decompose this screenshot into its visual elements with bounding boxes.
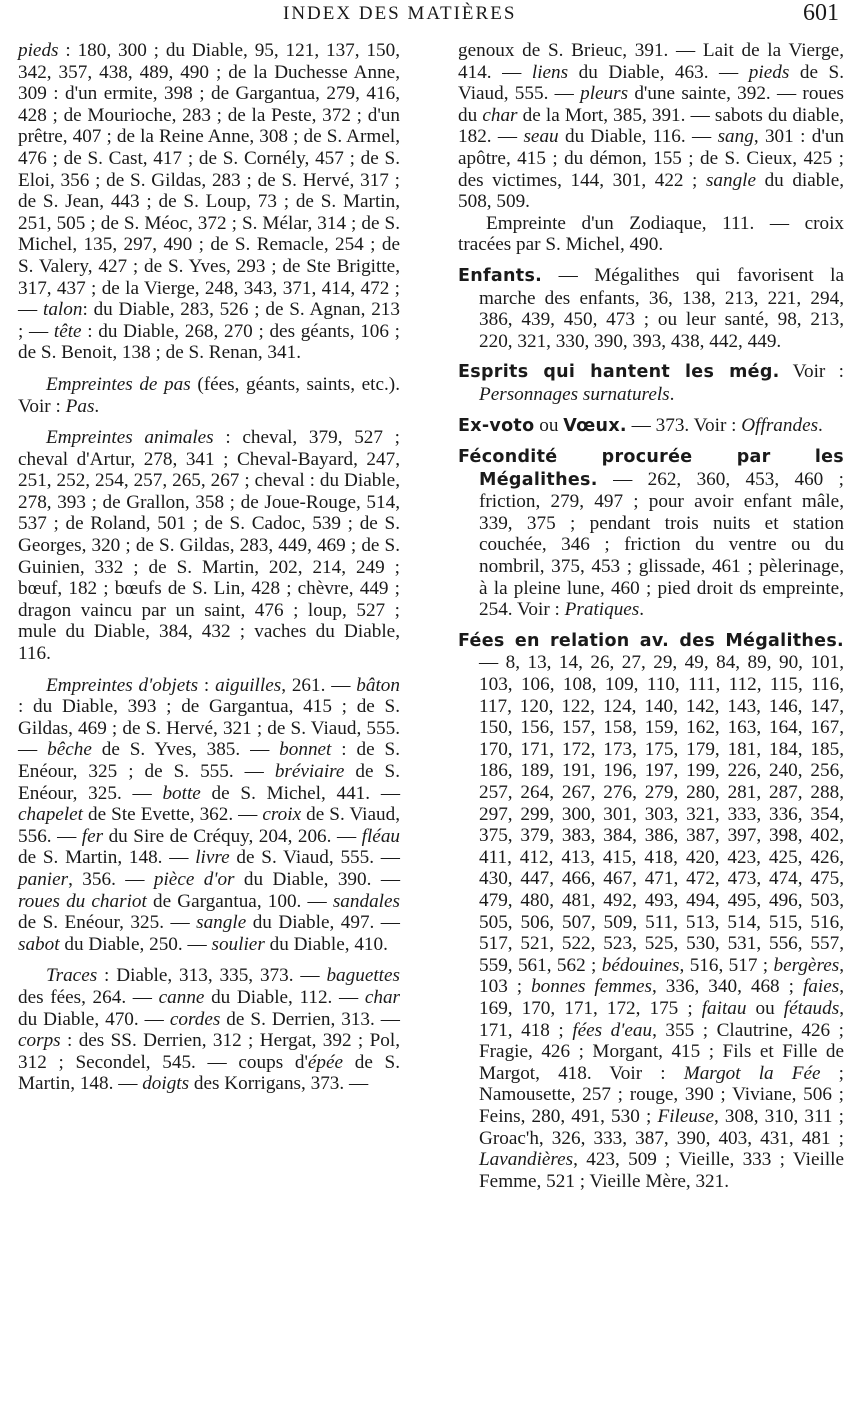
term-heading: Traces [46,965,98,987]
entry-empreintes-animales [18,427,400,665]
entry-text: du Diable, 410. [264,933,388,955]
entry-text: : 180, 300 ; du Diable, 95, 121, 137, 150, 342, 357, 438, 489, 490 ; de la Duchesse Anne, 309 : d'un ermite, 398 ; de Gargantua, 279, 416, 428 ; de Mourioche, 283 ; de la Peste, 372 ; d'un prêtre, 407 ; de la Reine Anne, 308 ; de S. Armel, 476 ; de S. Cast, 417 ; de S. Cornély, 457 ; de S. Eloi, 356 ; de S. Gildas, 283 ; de S. Hervé, 317 ; de S. Jean, 443 ; de S. Loup, 73 ; de S. Martin, 251, 505 ; de S. Méoc, 372 ; S. Mélar, 314 ; de S. Michel, 135, 297, 490 ; de S. Remacle, 254 ; de S. Valery, 427 ; de S. Yves, 293 ; de Ste Brigitte, 317, 437 ; de la Vierge, 248, 343, 371, 414, 472 ; — [18,40,400,321]
entry-text: de S. Michel, 441. — [200,782,401,804]
entry-text: : du Diable, 393 ; de Gargantua, 415 ; de S. Gildas, 469 ; de S. Hervé, 321 ; de S. Viaud, 555. — [18,696,400,761]
entry-text: . [639,599,645,621]
term: Fileuse [657,1105,714,1127]
entry-text: , 301 : d'un apôtre, 415 ; du démon, 155 ; de S. Cieux, 425 ; des victimes, 144, 301, 422 ; [458,126,845,191]
term-talon: talon [42,299,83,321]
term-pieds: pieds [18,40,59,61]
page-header [0,0,849,30]
entry-text: , 516, 517 ; [679,954,774,976]
entry-text: de S. Viaud, 555. — [229,847,400,869]
term: bédouines [601,954,680,976]
term: bonnes femmes [531,976,652,998]
entry-text: du diable, 508, 509. [458,169,845,213]
entry-text: de S. Yves, 385. — [91,739,280,761]
term: sangle [196,912,247,934]
entry-heading: Ex-voto [458,415,535,436]
term: bréviaire [274,761,345,782]
entry-fees [458,630,844,1192]
term: baguettes [326,965,400,987]
cross-reference: Personnages surnaturels [479,383,670,405]
term: botte [162,782,201,804]
term: croix [262,804,302,826]
left-column [18,40,400,1095]
entry-text: : Diable, 313, 335, 373. — [97,965,327,987]
entry-text: du Diable, 497. — [246,912,400,934]
entry-heading: Enfants. [458,265,543,286]
term: sandales [332,890,400,912]
term: épée [307,1051,344,1073]
entry-text: genoux de S. Brieuc, 391. — Lait de la Vierge, 414. — [458,40,844,83]
entry-text: Voir : [779,361,844,383]
entry-text: , 169, 170, 171, 172, 175 ; [479,976,844,1019]
entry-text: , 261. — [281,674,357,696]
entry-text: . [94,395,100,417]
term: char [482,104,518,126]
term: livre [195,847,230,869]
term: corps [18,1030,61,1052]
entry-text: de S. Enéour, 325. — [18,912,197,934]
entry-pieds [18,40,400,364]
entry-text: (fées, géants, saints, etc.). Voir : [18,373,400,417]
entry-text: de la Mort, 385, 391. — sabots du diable, 182. — [458,104,845,148]
term: pleurs [580,83,629,105]
entry-text: ; Namousette, 257 ; rouge, 390 ; Viviane, 506 ; Feins, 280, 491, 530 ; [479,1062,844,1127]
term-heading: Empreintes d'objets [46,674,199,696]
entry-text: — 8, 13, 14, 26, 27, 29, 49, 84, 89, 90, 101, 103, 106, 108, 109, 110, 111, 112, 115, 116, 117, 120, 122, 124, 140, 142, 143, 146, 147, 150, 156, 157, 158, 159, 162, 163, 164, 167, 170, 171, 172, 173, 175, 179, 181, 184, 185, 186, 189, 191, 196, 197, 199, 226, 240, 256, 257, 264, 267, 276, 279, 280, 281, 287, 288, 297, 299, 300, 301, 303, 321, 333, 336, 354, 375, 379, 383, 384, 386, 387, 397, 398, 402, 411, 412, 413, 415, 418, 420, 423, 425, 426, 430, 447, 466, 467, 471, 472, 473, 474, 475, 479, 480, 481, 492, 493, 494, 495, 496, 503, 505, 506, 507, 509, 511, 513, 514, 515, 516, 517, 521, 522, 523, 525, 530, 531, 556, 557, 559, 561, 562 ; [479,652,844,976]
entry-empreintes-objets [18,675,400,956]
entry-heading: Esprits qui hantent les még. [458,362,780,383]
entry-heading: Fées en relation av. des Mégalithes. [458,630,844,651]
entry-text: : des SS. Derrien, 312 ; Hergat, 392 ; Pol, 312 ; Secondel, 545. — coups d' [18,1030,400,1073]
entry-heading: Vœux. [563,415,627,436]
entry-text: : du Diable, 283, 526 ; de S. Agnan, 213 ; — [18,299,400,342]
entry-text: , 356. — [68,868,154,890]
entry-empreintes-pas [18,374,400,417]
entry-text: . [818,414,823,436]
entry-text: du Diable, 470. — [18,1008,170,1030]
term: Lavandières [479,1149,574,1171]
cross-reference: Pas [65,395,95,417]
entry-ex-voto [458,415,844,438]
entry-text: : du Diable, 268, 270 ; des géants, 106 ; de S. Benoit, 138 ; de S. Renan, 341. [18,320,400,364]
entry-text: , 355 ; Clautrine, 426 ; Fragie, 426 ; Morgant, 415 ; Fils et Fille de Margot, 418. Voir : [479,1019,845,1084]
entry-text: du Sire de Créquy, 204, 206. — [103,825,362,847]
entry-text: , 423, 509 ; Vieille, 333 ; Vieille Femme, 521 ; Vieille Mère, 321. [479,1149,844,1192]
entry-text: — 373. Voir : [626,414,742,436]
term: bâton [356,674,400,696]
term: seau [523,126,559,148]
term: char [364,986,401,1008]
entry-zodiaque: Empreinte d'un Zodiaque, 111. — croix tracées par S. Michel, 490. [458,212,844,256]
entry-continued [458,40,844,213]
entry-text: ou [746,997,784,1019]
term: roues du chariot [18,890,147,912]
page-number: 601 [803,0,839,26]
term: sangle [705,169,757,191]
cross-reference: Offrandes [741,414,819,436]
entry-text: du Diable, 116. — [558,126,718,148]
term: bergères [773,954,840,976]
entry-text: , 336, 340, 468 ; [651,976,803,998]
term: pièce d'or [153,868,235,890]
term: cordes [169,1008,221,1030]
entry-text: du Diable, 250. — [59,933,212,955]
cross-reference: Margot la Fée [683,1062,821,1084]
entry-traces [18,965,400,1095]
term: fléau [361,825,401,847]
term: aiguilles [215,674,282,696]
term: doigts [142,1073,190,1095]
term: faitau [701,997,747,1019]
running-title: INDEX DES MATIÈRES [283,3,517,24]
entry-text: , 171, 418 ; [479,997,844,1041]
term: panier [18,868,69,890]
entry-fecondite [458,446,844,621]
entry-text: de S. Viaud, 556. — [18,804,400,847]
entry-text: de Gargantua, 100. — [146,890,333,912]
entry-text: du Diable, 463. — [568,61,749,83]
term: sang [717,126,754,148]
term: bonnet [279,739,332,761]
entry-text: de S. Enéour, 325. — [18,761,400,804]
entry-text: : [198,674,216,696]
entry-text: ou [534,414,564,436]
entry-text: — 262, 360, 453, 460 ; friction, 279, 497 ; pour avoir enfant mâle, 339, 375 ; pendant trois nuits et station couchée, 346 ; friction du ventre ou du nombril, 375, 453 ; glissade, 461 ; pèlerinage, à la pleine lune, 460 ; pied droit ds empreinte, 254. Voir : [479,468,844,621]
term: sabot [18,933,60,955]
entry-text: . [669,383,675,405]
term: canne [158,986,205,1008]
term: bêche [47,739,92,761]
term: liens [531,61,569,83]
term-heading: Empreintes animales [46,427,214,449]
entry-text: de S. Viaud, 555. — [458,61,844,105]
entry-text: des fées, 264. — [18,986,159,1008]
term: faies [802,976,840,998]
term-heading: Empreintes de pas [46,373,191,395]
term-tete: tête [53,320,82,342]
entry-text: de S. Derrien, 313. — [220,1008,400,1030]
entry-text: de S. Martin, 148. — [18,847,196,869]
entry-enfants [458,265,844,352]
term: chapelet [18,804,83,826]
entry-text: de S. Martin, 148. — [18,1051,400,1095]
term: fer [81,825,104,847]
term: fétauds [783,997,840,1019]
entry-text: des Korrigans, 373. — [189,1073,369,1095]
entry-text: du Diable, 112. — [204,986,365,1008]
term: fées d'eau [572,1019,653,1041]
entry-text: : cheval, 379, 527 ; cheval d'Artur, 278, 341 ; Cheval-Bayard, 247, 251, 252, 254, 257, 265, 267 ; cheval : du Diable, 278, 393 ; de Grallon, 358 ; de Joue-Rouge, 514, 537 ; de Roland, 501 ; de S. Cadoc, 539 ; de S. Georges, 320 ; de S. Gildas, 283, 449, 469 ; de S. Guinien, 332 ; de S. Martin, 202, 214, 249 ; bœuf, 182 ; bœufs de S. Lin, 428 ; chèvre, 449 ; dragon vaincu par un saint, 476 ; loup, 527 ; mule du Diable, 384, 432 ; vaches du Diable, 116. [18,427,400,665]
entry-text: , 103 ; [479,954,844,998]
term: pieds [748,61,790,83]
entry-heading: Fécondité procurée par les Mégalithes. [458,447,844,490]
entry-text: — Mégalithes qui favorisent la marche des enfants, 36, 138, 213, 221, 294, 386, 439, 450, 473 ; ou leur santé, 98, 213, 220, 321, 330, 390, 393, 438, 442, 449. [479,264,844,352]
entry-esprits [458,361,844,405]
right-column [458,40,844,1192]
entry-text: , 308, 310, 311 ; Groac'h, 326, 333, 387, 390, 403, 431, 481 ; [479,1105,844,1149]
entry-text: de Ste Evette, 362. — [83,804,263,826]
entry-text: d'une sainte, 392. — roues du [458,83,844,126]
cross-reference: Pratiques [564,599,640,621]
term: soulier [211,933,265,955]
entry-text: du Diable, 390. — [234,868,401,890]
entry-text: : de S. Enéour, 325 ; de S. 555. — [18,739,400,782]
